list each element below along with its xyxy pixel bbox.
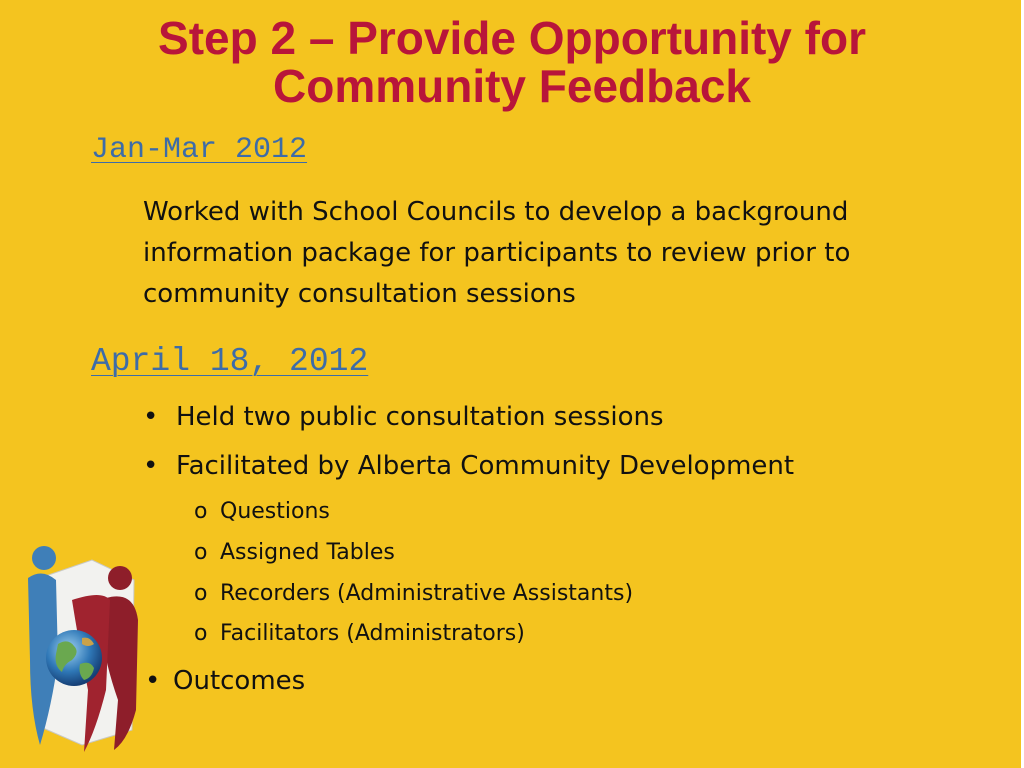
sub-bullet-item	[194, 499, 330, 524]
section1-line-1: Worked with School Councils to develop a background	[143, 197, 849, 227]
bullet-text: Outcomes	[173, 666, 306, 696]
sub-bullet-item	[194, 540, 395, 565]
sub-bullet-marker: o	[194, 581, 208, 606]
date-heading-jan-mar: Jan-Mar 2012	[91, 133, 308, 167]
slide-title	[0, 14, 1024, 110]
sub-bullet-item	[194, 621, 525, 646]
title-line-2: Community Feedback	[273, 60, 751, 112]
bullet-item	[143, 451, 794, 481]
bullet-marker: •	[145, 666, 161, 696]
bullet-item	[143, 402, 664, 432]
community-people-globe-logo-icon	[22, 540, 142, 755]
section1-line-2: information package for participants to review prior to	[143, 238, 851, 268]
sub-bullet-text: Assigned Tables	[220, 540, 395, 565]
sub-bullet-marker: o	[194, 540, 208, 565]
date-heading-april: April 18, 2012	[91, 343, 369, 380]
bullet-marker: •	[143, 402, 159, 432]
sub-bullet-marker: o	[194, 499, 208, 524]
sub-bullet-marker: o	[194, 621, 208, 646]
section1-paragraph	[143, 192, 933, 315]
sub-bullet-text: Questions	[220, 499, 330, 524]
bullet-marker: •	[143, 451, 159, 481]
title-line-1: Step 2 – Provide Opportunity for	[158, 12, 866, 64]
sub-bullet-item	[194, 581, 633, 606]
sub-bullet-text: Recorders (Administrative Assistants)	[220, 581, 634, 606]
bullet-text: Facilitated by Alberta Community Development	[176, 451, 795, 481]
bullet-text: Held two public consultation sessions	[176, 402, 664, 432]
sub-bullet-text: Facilitators (Administrators)	[220, 621, 525, 646]
bullet-item	[145, 666, 305, 696]
section1-line-3: community consultation sessions	[143, 279, 576, 309]
